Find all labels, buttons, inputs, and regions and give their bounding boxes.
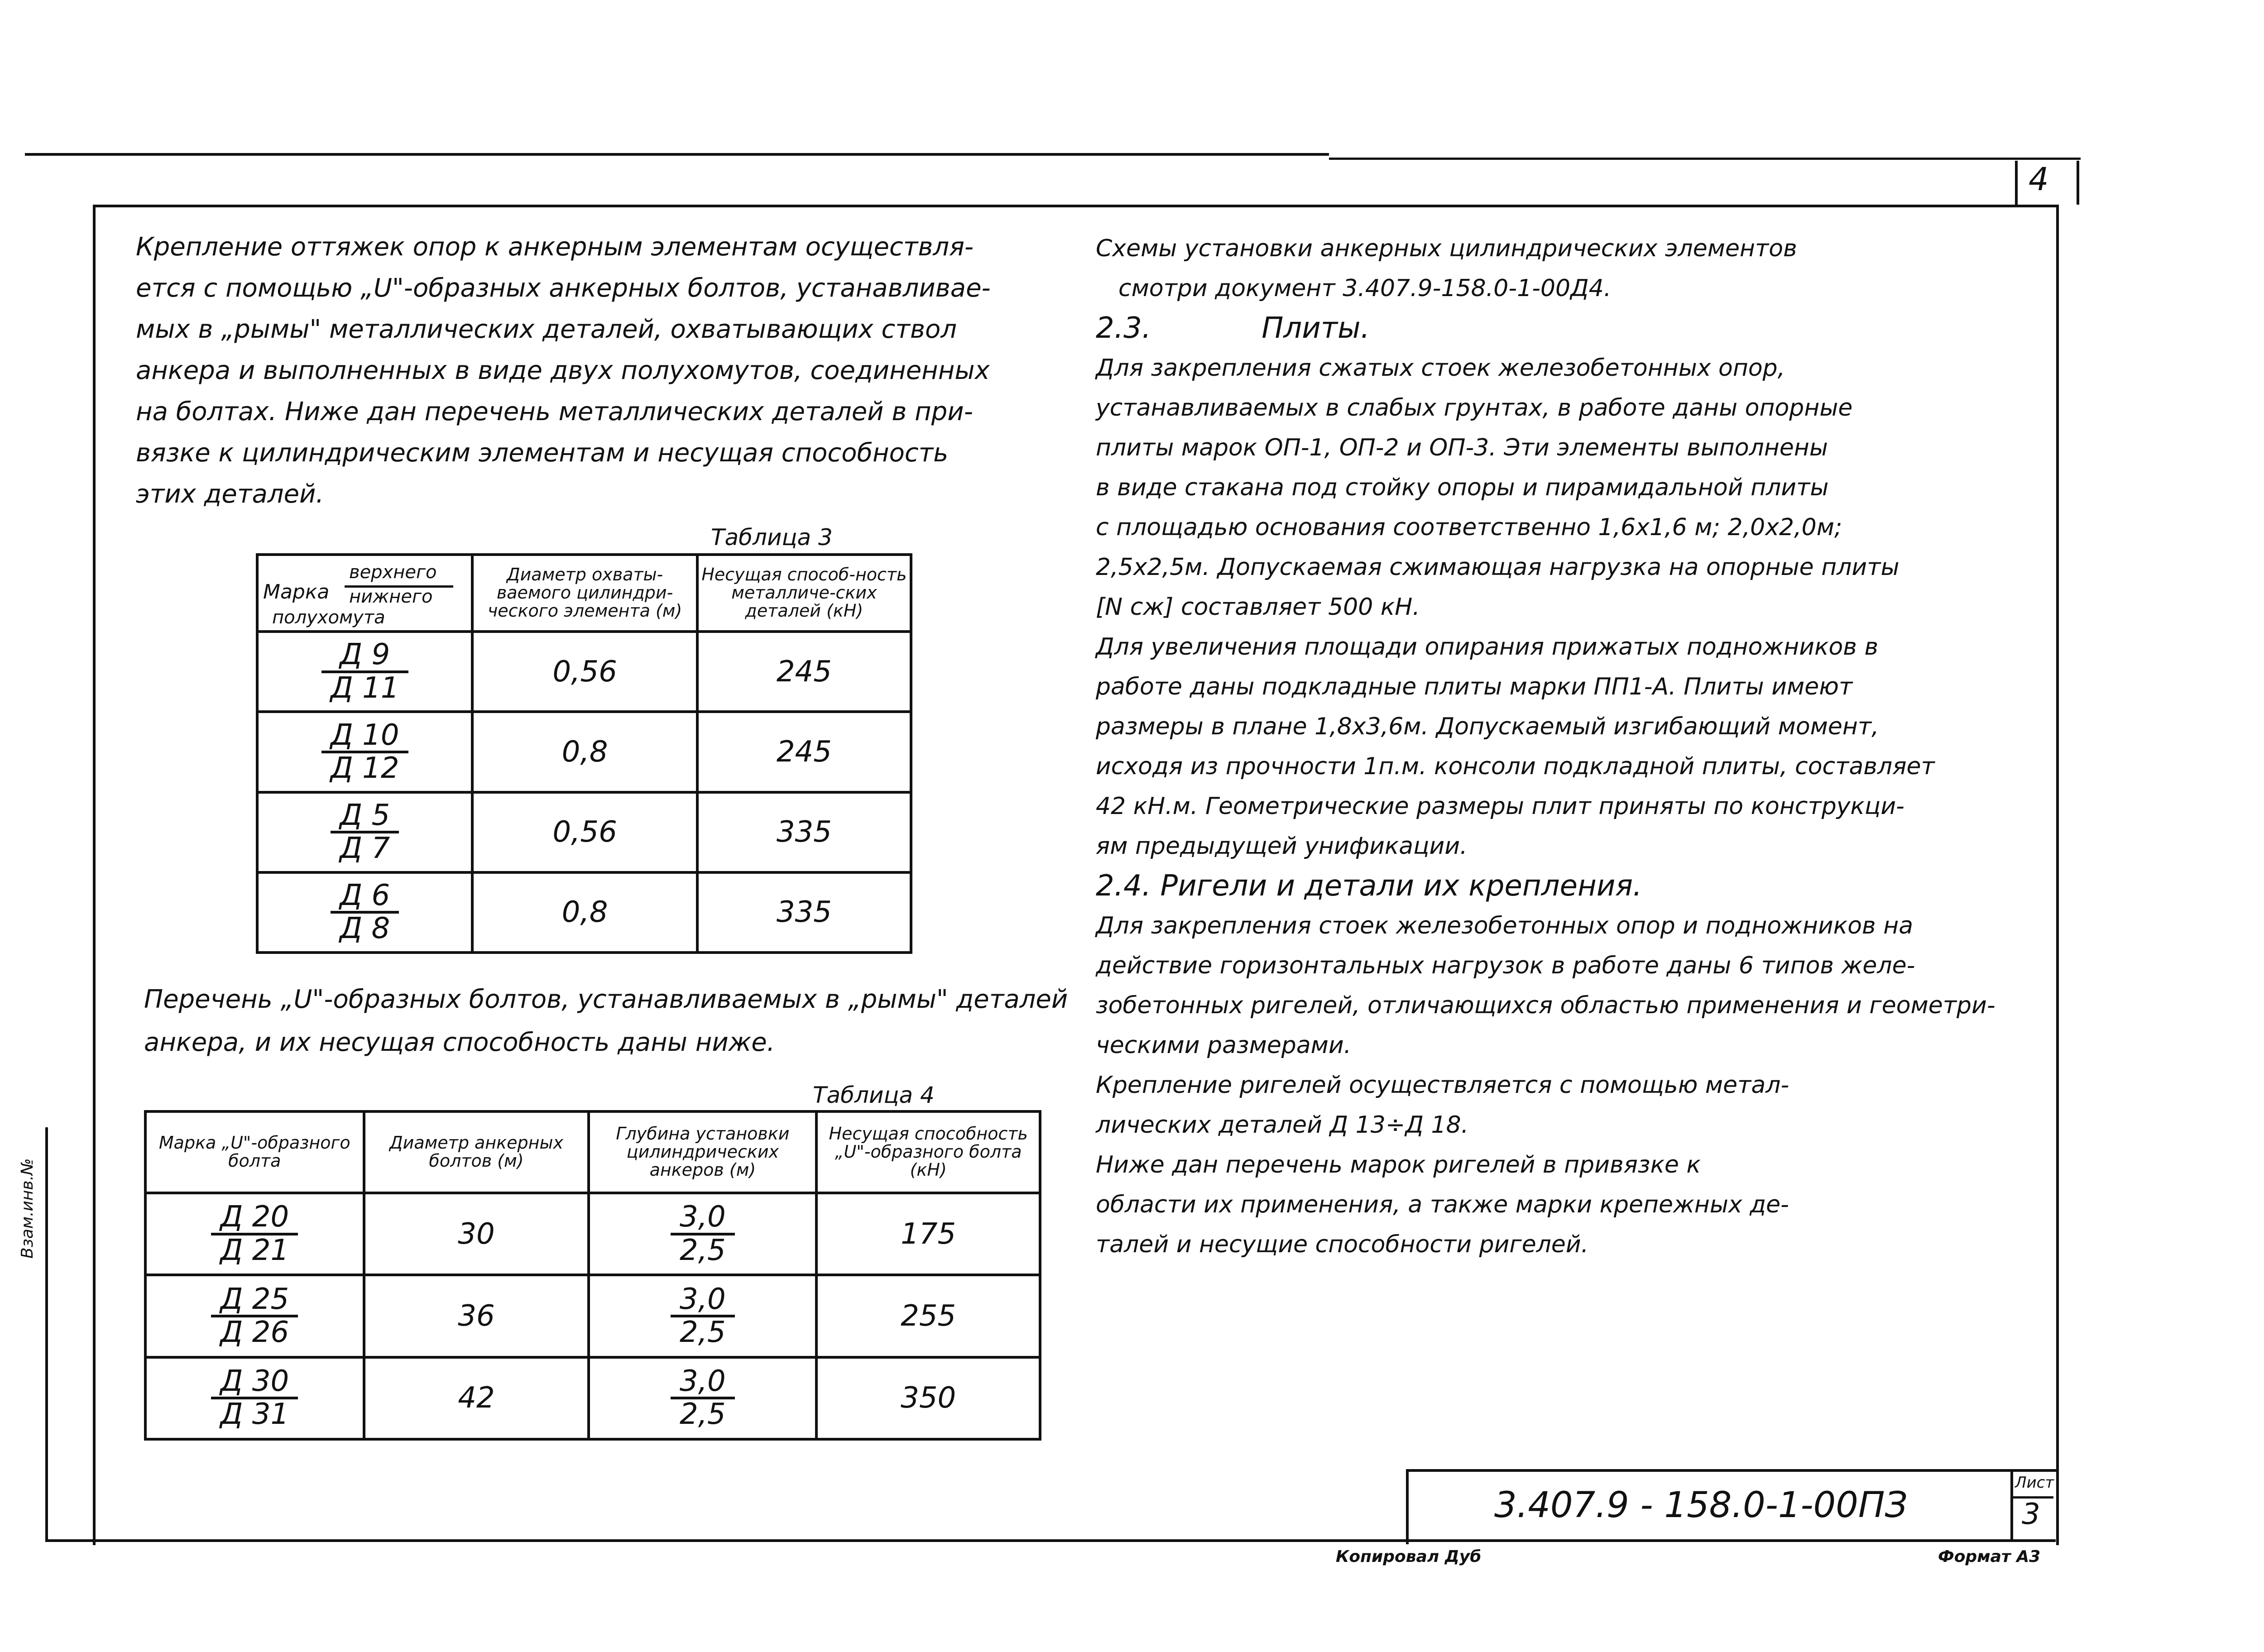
mark-top: Д 20: [211, 1202, 298, 1235]
table4-depth-cell: [589, 1275, 816, 1357]
text-line: анкера и выполненных в виде двух полухомутов, соединенных: [136, 356, 990, 385]
text-line: размеры в плане 1,8х3,6м. Допускаемый изгибающий момент,: [1096, 713, 1879, 740]
header-mark-prefix: Марка: [263, 580, 330, 603]
table-row: [257, 712, 911, 792]
text-line: Для увеличения площади опирания прижатых подножников в: [1096, 633, 1879, 661]
paper-format: Формат А3: [1938, 1547, 2041, 1566]
text-line: Ниже дан перечень марок ригелей в привязке к: [1096, 1151, 1701, 1178]
text-line: Крепление оттяжек опор к анкерным элементам осуществля-: [136, 232, 974, 262]
text-line: действие горизонтальных нагрузок в работе даны 6 типов желе-: [1096, 952, 1915, 979]
table3-header-capacity: Несущая способ-ность металличе-ских деталей (кН): [697, 555, 911, 632]
table4-header-capacity: Несущая способность „U"-образного болта (кН): [816, 1111, 1040, 1193]
mark-top: Д 5: [331, 800, 399, 833]
text-line: лических деталей Д 13÷Д 18.: [1096, 1111, 1469, 1139]
header-mark-suffix: полухомута: [272, 607, 385, 628]
depth-bottom: 2,5: [679, 1315, 726, 1349]
text-line: в виде стакана под стойку опоры и пирамидальной плиты: [1096, 474, 1829, 501]
table4-diameter-cell: 36: [364, 1275, 589, 1357]
table4-capacity-cell: 255: [816, 1275, 1040, 1357]
text-line: Схемы установки анкерных цилиндрических элементов: [1096, 235, 1797, 262]
table4-capacity-cell: 350: [816, 1357, 1040, 1439]
mark-bottom: Д 31: [220, 1398, 289, 1432]
table-row: [257, 632, 911, 712]
depth-top: 3,0: [671, 1202, 735, 1235]
table-row: [145, 1357, 1040, 1439]
table4: [144, 1110, 1041, 1441]
text-line: Крепление ригелей осуществляется с помощью метал-: [1096, 1072, 1789, 1099]
table3-diameter-cell: 0,8: [472, 712, 697, 792]
text-line: этих деталей.: [136, 479, 324, 509]
text-line: Для закрепления стоек железобетонных опор и подножников на: [1096, 912, 1914, 939]
header-mark-bottom: нижнего: [349, 586, 433, 607]
side-strip-line: [45, 1127, 48, 1542]
table3-header-mark: [257, 555, 472, 632]
depth-top: 3,0: [671, 1366, 735, 1399]
mark-bottom: Д 26: [220, 1315, 289, 1349]
table3-mark-cell: [257, 632, 472, 712]
text-line: мых в „рымы" металлических деталей, охватывающих ствол: [136, 315, 957, 344]
table4-depth-cell: [589, 1193, 816, 1275]
table4-depth-cell: [589, 1357, 816, 1439]
text-line: ется с помощью „U"-образных анкерных болтов, устанавливае-: [136, 273, 991, 303]
table3-capacity-cell: 245: [697, 712, 911, 792]
text-line: на болтах. Ниже дан перечень металлических деталей в при-: [136, 397, 973, 426]
table4-mark-cell: [145, 1357, 364, 1439]
mark-bottom: Д 8: [340, 912, 390, 946]
section-heading: 2.4. Ригели и детали их крепления.: [1096, 869, 1642, 903]
table-row: [257, 872, 911, 953]
text-line: исходя из прочности 1п.м. консоли подкладной плиты, составляет: [1096, 753, 1935, 780]
text-line: Для закрепления сжатых стоек железобетонных опор,: [1096, 354, 1785, 382]
mark-top: Д 25: [211, 1284, 298, 1317]
table3-header-row: [257, 555, 911, 632]
mark-top: Д 30: [211, 1366, 298, 1399]
table4-mark-cell: [145, 1193, 364, 1275]
right-column: [1096, 229, 1995, 1264]
left-intro: [136, 226, 991, 515]
text-line: с площадью основания соответственно 1,6х1,6 м; 2,0х2,0м;: [1096, 514, 1842, 541]
table3-capacity-cell: 335: [697, 872, 911, 953]
document-code: 3.407.9 - 158.0-1-00ПЗ: [1494, 1485, 1908, 1526]
text-line: плиты марок ОП-1, ОП-2 и ОП-3. Эти элементы выполнены: [1096, 434, 1828, 461]
left-mid: [144, 978, 1068, 1064]
top-rule: [25, 153, 1329, 156]
table4-header-mark: Марка „U"-образного болта: [145, 1111, 364, 1193]
header-mark-top: верхнего: [349, 562, 437, 583]
table3-mark-cell: [257, 872, 472, 953]
table3-diameter-cell: 0,56: [472, 792, 697, 872]
sheet-label: Лист: [2015, 1474, 2054, 1492]
table3-caption: Таблица 3: [711, 524, 833, 551]
table3-diameter-cell: 0,56: [472, 632, 697, 712]
text-line: [N сж] составляет 500 кН.: [1096, 594, 1420, 621]
table4-header-depth: Глубина установки цилиндрических анкеров (м): [589, 1111, 816, 1193]
mark-top: Д 6: [331, 881, 399, 914]
text-line: устанавливаемых в слабых грунтах, в работе даны опорные: [1096, 394, 1853, 421]
depth-top: 3,0: [671, 1284, 735, 1317]
table3-mark-cell: [257, 712, 472, 792]
mark-bottom: Д 11: [330, 671, 399, 705]
text-line: ям предыдущей унификации.: [1096, 833, 1468, 860]
text-line: работе даны подкладные плиты марки ПП1-А. Плиты имеют: [1096, 673, 1853, 700]
page-corner-number: 4: [2029, 161, 2049, 198]
mark-top: Д 10: [321, 720, 408, 753]
text-line: Перечень „U"-образных болтов, устанавливаемых в „рымы" деталей: [144, 985, 1068, 1014]
sheet-number: 3: [2022, 1498, 2040, 1531]
mark-bottom: Д 21: [220, 1233, 289, 1267]
table3-mark-cell: [257, 792, 472, 872]
text-line: области их применения, а также марки крепежных де-: [1096, 1191, 1789, 1218]
depth-bottom: 2,5: [679, 1398, 726, 1432]
table3-capacity-cell: 335: [697, 792, 911, 872]
table4-capacity-cell: 175: [816, 1193, 1040, 1275]
top-rule-right: [1329, 158, 2081, 160]
text-line: талей и несущие способности ригелей.: [1096, 1231, 1589, 1258]
text-line: зобетонных ригелей, отличающихся областью применения и геометри-: [1096, 992, 1995, 1019]
table3-diameter-cell: 0,8: [472, 872, 697, 953]
mark-bottom: Д 7: [340, 832, 390, 866]
depth-bottom: 2,5: [679, 1233, 726, 1267]
table3: [256, 553, 912, 954]
mark-bottom: Д 12: [330, 751, 399, 785]
text-line: анкера, и их несущая способность даны ниже.: [144, 1028, 775, 1057]
table4-caption: Таблица 4: [813, 1082, 935, 1108]
table-row: [145, 1275, 1040, 1357]
table-row: [145, 1193, 1040, 1275]
table3-capacity-cell: 245: [697, 632, 911, 712]
text-line: 2,5х2,5м. Допускаемая сжимающая нагрузка на опорные плиты: [1096, 554, 1899, 581]
table4-mark-cell: [145, 1275, 364, 1357]
mark-top: Д 9: [321, 640, 408, 673]
table3-header-diameter: Диаметр охваты-ваемого цилиндри-ческого элемента (м): [472, 555, 697, 632]
table4-header-row: [145, 1111, 1040, 1193]
text-line: 42 кН.м. Геометрические размеры плит приняты по конструкци-: [1096, 793, 1904, 820]
table-row: [257, 792, 911, 872]
table4-header-diameter: Диаметр анкерных болтов (м): [364, 1111, 589, 1193]
side-label: Взам.инв.№: [18, 1158, 37, 1259]
text-line: ческими размерами.: [1096, 1032, 1352, 1059]
table4-diameter-cell: 42: [364, 1357, 589, 1439]
text-line: смотри документ 3.407.9-158.0-1-00Д4.: [1118, 275, 1612, 302]
section-heading: 2.3. Плиты.: [1096, 311, 1370, 345]
text-line: вязке к цилиндрическим элементам и несущая способность: [136, 438, 949, 468]
table4-diameter-cell: 30: [364, 1193, 589, 1275]
copied-by: Копировал Дуб: [1336, 1547, 1482, 1566]
